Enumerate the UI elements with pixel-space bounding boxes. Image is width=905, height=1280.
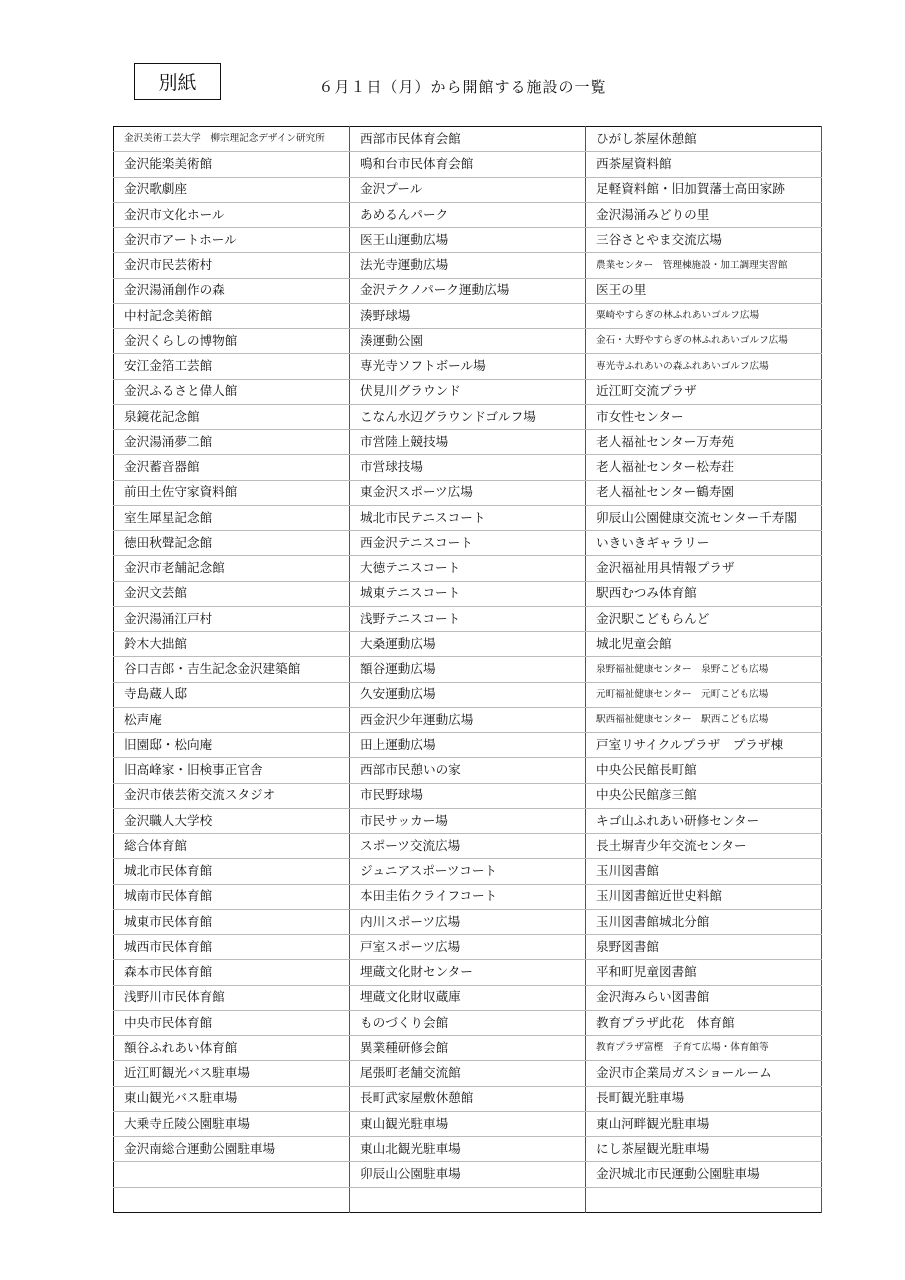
- facility-cell: 農業センター 管理棟施設・加工調理実習館: [586, 253, 822, 278]
- table-row: [114, 1111, 822, 1136]
- facility-cell: 金沢市老舗記念館: [114, 556, 350, 581]
- facility-cell: 西部市民体育会館: [350, 127, 586, 152]
- facility-cell: 金沢テクノパーク運動広場: [350, 278, 586, 303]
- table-row: [114, 1137, 822, 1162]
- facility-cell: 内川スポーツ広場: [350, 909, 586, 934]
- facility-cell: 戸室リサイクルプラザ プラザ棟: [586, 733, 822, 758]
- table-row: [114, 682, 822, 707]
- facility-cell: 大徳テニスコート: [350, 556, 586, 581]
- table-row: [114, 707, 822, 732]
- facility-cell: 玉川図書館: [586, 859, 822, 884]
- table-row: [114, 783, 822, 808]
- facility-cell: 金石・大野やすらぎの林ふれあいゴルフ広場: [586, 329, 822, 354]
- table-row: [114, 1036, 822, 1061]
- facility-cell: [114, 1187, 350, 1212]
- table-row: [114, 177, 822, 202]
- table-row: [114, 909, 822, 934]
- facility-cell: 東山観光バス駐車場: [114, 1086, 350, 1111]
- facility-cell: 教育プラザ富樫 子育て広場・体育館等: [586, 1036, 822, 1061]
- facility-cell: 足軽資料館・旧加賀藩士高田家跡: [586, 177, 822, 202]
- table-row: [114, 354, 822, 379]
- facility-cell: 鳴和台市民体育会館: [350, 152, 586, 177]
- facility-table: [113, 126, 822, 1213]
- facility-cell: 老人福祉センター万寿苑: [586, 430, 822, 455]
- facility-cell: 平和町児童図書館: [586, 960, 822, 985]
- facility-cell: 市営球技場: [350, 455, 586, 480]
- facility-cell: 金沢市民芸術村: [114, 253, 350, 278]
- facility-cell: 金沢福祉用具情報プラザ: [586, 556, 822, 581]
- facility-cell: 法光寺運動広場: [350, 253, 586, 278]
- table-row: [114, 758, 822, 783]
- facility-cell: 三谷さとやま交流広場: [586, 228, 822, 253]
- facility-cell: 中央公民館長町館: [586, 758, 822, 783]
- facility-cell: 玉川図書館近世史料館: [586, 884, 822, 909]
- facility-cell: 西金沢テニスコート: [350, 531, 586, 556]
- facility-cell: 金沢市アートホール: [114, 228, 350, 253]
- facility-cell: 市女性センター: [586, 404, 822, 429]
- table-row: [114, 985, 822, 1010]
- facility-cell: 谷口吉郎・吉生記念金沢建築館: [114, 657, 350, 682]
- facility-cell: 市民サッカー場: [350, 808, 586, 833]
- facility-cell: 異業種研修会館: [350, 1036, 586, 1061]
- facility-cell: 埋蔵文化財収蔵庫: [350, 985, 586, 1010]
- facility-cell: 旧高峰家・旧検事正官舎: [114, 758, 350, 783]
- facility-cell: こなん水辺グラウンドゴルフ場: [350, 404, 586, 429]
- table-row: [114, 859, 822, 884]
- facility-cell: 寺島蔵人邸: [114, 682, 350, 707]
- facility-cell: にし茶屋観光駐車場: [586, 1137, 822, 1162]
- facility-cell: 浅野川市民体育館: [114, 985, 350, 1010]
- facility-cell: 元町福祉健康センター 元町こども広場: [586, 682, 822, 707]
- facility-cell: 額谷運動広場: [350, 657, 586, 682]
- facility-cell: 城北児童会館: [586, 632, 822, 657]
- facility-cell: 卯辰山公園健康交流センター千寿閣: [586, 505, 822, 530]
- facility-cell: 旧園邸・松向庵: [114, 733, 350, 758]
- table-row: [114, 253, 822, 278]
- facility-cell: 金沢文芸館: [114, 581, 350, 606]
- facility-cell: 戸室スポーツ広場: [350, 935, 586, 960]
- facility-cell: 城南市民体育館: [114, 884, 350, 909]
- table-row: [114, 202, 822, 227]
- facility-cell: 浅野テニスコート: [350, 606, 586, 631]
- table-row: [114, 505, 822, 530]
- facility-cell: 湊野球場: [350, 303, 586, 328]
- table-row: [114, 329, 822, 354]
- facility-cell: ものづくり会館: [350, 1010, 586, 1035]
- facility-cell: 卯辰山公園駐車場: [350, 1162, 586, 1187]
- facility-cell: 金沢能楽美術館: [114, 152, 350, 177]
- facility-cell: 近江町観光バス駐車場: [114, 1061, 350, 1086]
- facility-cell: 駅西むつみ体育館: [586, 581, 822, 606]
- facility-cell: 駅西福祉健康センター 駅西こども広場: [586, 707, 822, 732]
- facility-cell: 長土塀青少年交流センター: [586, 834, 822, 859]
- facility-cell: 金沢湯涌江戸村: [114, 606, 350, 631]
- facility-cell: 城北市民テニスコート: [350, 505, 586, 530]
- facility-cell: 金沢歌劇座: [114, 177, 350, 202]
- facility-cell: 金沢市俵芸術交流スタジオ: [114, 783, 350, 808]
- facility-cell: あめるんパーク: [350, 202, 586, 227]
- table-row: [114, 127, 822, 152]
- facility-cell: [114, 1162, 350, 1187]
- facility-cell: 長町武家屋敷休憩館: [350, 1086, 586, 1111]
- facility-cell: 額谷ふれあい体育館: [114, 1036, 350, 1061]
- facility-cell: 金沢蓄音器館: [114, 455, 350, 480]
- facility-cell: 金沢美術工芸大学 柳宗理記念デザイン研究所: [114, 127, 350, 152]
- facility-cell: 金沢ふるさと偉人館: [114, 379, 350, 404]
- table-row: [114, 960, 822, 985]
- facility-cell: 東金沢スポーツ広場: [350, 480, 586, 505]
- facility-cell: 泉鏡花記念館: [114, 404, 350, 429]
- facility-cell: 松声庵: [114, 707, 350, 732]
- table-row: [114, 884, 822, 909]
- facility-cell: 泉野図書館: [586, 935, 822, 960]
- facility-cell: いきいきギャラリー: [586, 531, 822, 556]
- table-row: [114, 1086, 822, 1111]
- facility-cell: 総合体育館: [114, 834, 350, 859]
- facility-cell: スポーツ交流広場: [350, 834, 586, 859]
- table-row: [114, 581, 822, 606]
- facility-cell: 専光寺ソフトボール場: [350, 354, 586, 379]
- facility-cell: 徳田秋聲記念館: [114, 531, 350, 556]
- facility-cell: 城東テニスコート: [350, 581, 586, 606]
- facility-cell: 室生犀星記念館: [114, 505, 350, 530]
- table-row: [114, 228, 822, 253]
- facility-cell: 中央公民館彦三館: [586, 783, 822, 808]
- facility-cell: 埋蔵文化財センター: [350, 960, 586, 985]
- facility-cell: 医王山運動広場: [350, 228, 586, 253]
- table-row: [114, 278, 822, 303]
- facility-cell: [350, 1187, 586, 1212]
- facility-cell: 西茶屋資料館: [586, 152, 822, 177]
- table-row: [114, 303, 822, 328]
- facility-cell: 尾張町老舗交流館: [350, 1061, 586, 1086]
- facility-cell: 市営陸上競技場: [350, 430, 586, 455]
- facility-cell: 専光寺ふれあいの森ふれあいゴルフ広場: [586, 354, 822, 379]
- table-row: [114, 455, 822, 480]
- facility-cell: 医王の里: [586, 278, 822, 303]
- facility-cell: 金沢職人大学校: [114, 808, 350, 833]
- facility-cell: 城東市民体育館: [114, 909, 350, 934]
- facility-cell: 教育プラザ此花 体育館: [586, 1010, 822, 1035]
- facility-cell: 金沢駅こどもらんど: [586, 606, 822, 631]
- table-row: [114, 379, 822, 404]
- page-title: ６月１日（月）から開館する施設の一覧: [318, 78, 607, 96]
- facility-cell: 城西市民体育館: [114, 935, 350, 960]
- facility-cell: ひがし茶屋休憩館: [586, 127, 822, 152]
- facility-cell: 鈴木大拙館: [114, 632, 350, 657]
- facility-cell: 金沢プール: [350, 177, 586, 202]
- facility-cell: 中村記念美術館: [114, 303, 350, 328]
- table-row: [114, 480, 822, 505]
- facility-cell: 金沢湯涌夢二館: [114, 430, 350, 455]
- table-row: [114, 632, 822, 657]
- facility-cell: 粟崎やすらぎの林ふれあいゴルフ広場: [586, 303, 822, 328]
- facility-cell: 大桑運動広場: [350, 632, 586, 657]
- table-row: [114, 430, 822, 455]
- facility-cell: キゴ山ふれあい研修センター: [586, 808, 822, 833]
- table-row: [114, 556, 822, 581]
- facility-cell: 金沢市企業局ガスショールーム: [586, 1061, 822, 1086]
- facility-cell: 前田土佐守家資料館: [114, 480, 350, 505]
- table-row: [114, 657, 822, 682]
- facility-cell: 東山河畔観光駐車場: [586, 1111, 822, 1136]
- facility-cell: 長町観光駐車場: [586, 1086, 822, 1111]
- attachment-label: 別紙: [134, 63, 221, 100]
- facility-cell: 伏見川グラウンド: [350, 379, 586, 404]
- facility-cell: [586, 1187, 822, 1212]
- table-row: [114, 1061, 822, 1086]
- table-row: [114, 1162, 822, 1187]
- table-row: [114, 808, 822, 833]
- facility-cell: 金沢市文化ホール: [114, 202, 350, 227]
- facility-cell: ジュニアスポーツコート: [350, 859, 586, 884]
- facility-cell: 金沢くらしの博物館: [114, 329, 350, 354]
- facility-cell: 西部市民憩いの家: [350, 758, 586, 783]
- facility-cell: 金沢湯涌創作の森: [114, 278, 350, 303]
- facility-cell: 金沢城北市民運動公園駐車場: [586, 1162, 822, 1187]
- facility-cell: 東山北観光駐車場: [350, 1137, 586, 1162]
- facility-cell: 泉野福祉健康センター 泉野こども広場: [586, 657, 822, 682]
- facility-cell: 久安運動広場: [350, 682, 586, 707]
- facility-cell: 老人福祉センター鶴寿園: [586, 480, 822, 505]
- table-row: [114, 834, 822, 859]
- facility-cell: 金沢海みらい図書館: [586, 985, 822, 1010]
- facility-cell: 西金沢少年運動広場: [350, 707, 586, 732]
- facility-cell: 森本市民体育館: [114, 960, 350, 985]
- facility-cell: 湊運動公園: [350, 329, 586, 354]
- table-row: [114, 1187, 822, 1212]
- facility-cell: 大乗寺丘陵公園駐車場: [114, 1111, 350, 1136]
- table-row: [114, 404, 822, 429]
- facility-cell: 市民野球場: [350, 783, 586, 808]
- facility-cell: 本田圭佑クライフコート: [350, 884, 586, 909]
- facility-cell: 安江金箔工芸館: [114, 354, 350, 379]
- table-row: [114, 606, 822, 631]
- facility-cell: 中央市民体育館: [114, 1010, 350, 1035]
- facility-cell: 玉川図書館城北分館: [586, 909, 822, 934]
- facility-cell: 金沢南総合運動公園駐車場: [114, 1137, 350, 1162]
- facility-cell: 城北市民体育館: [114, 859, 350, 884]
- table-row: [114, 733, 822, 758]
- facility-cell: 老人福祉センター松寿荘: [586, 455, 822, 480]
- facility-cell: 田上運動広場: [350, 733, 586, 758]
- facility-cell: 東山観光駐車場: [350, 1111, 586, 1136]
- table-row: [114, 531, 822, 556]
- facility-cell: 金沢湯涌みどりの里: [586, 202, 822, 227]
- table-row: [114, 1010, 822, 1035]
- table-row: [114, 152, 822, 177]
- facility-cell: 近江町交流プラザ: [586, 379, 822, 404]
- table-row: [114, 935, 822, 960]
